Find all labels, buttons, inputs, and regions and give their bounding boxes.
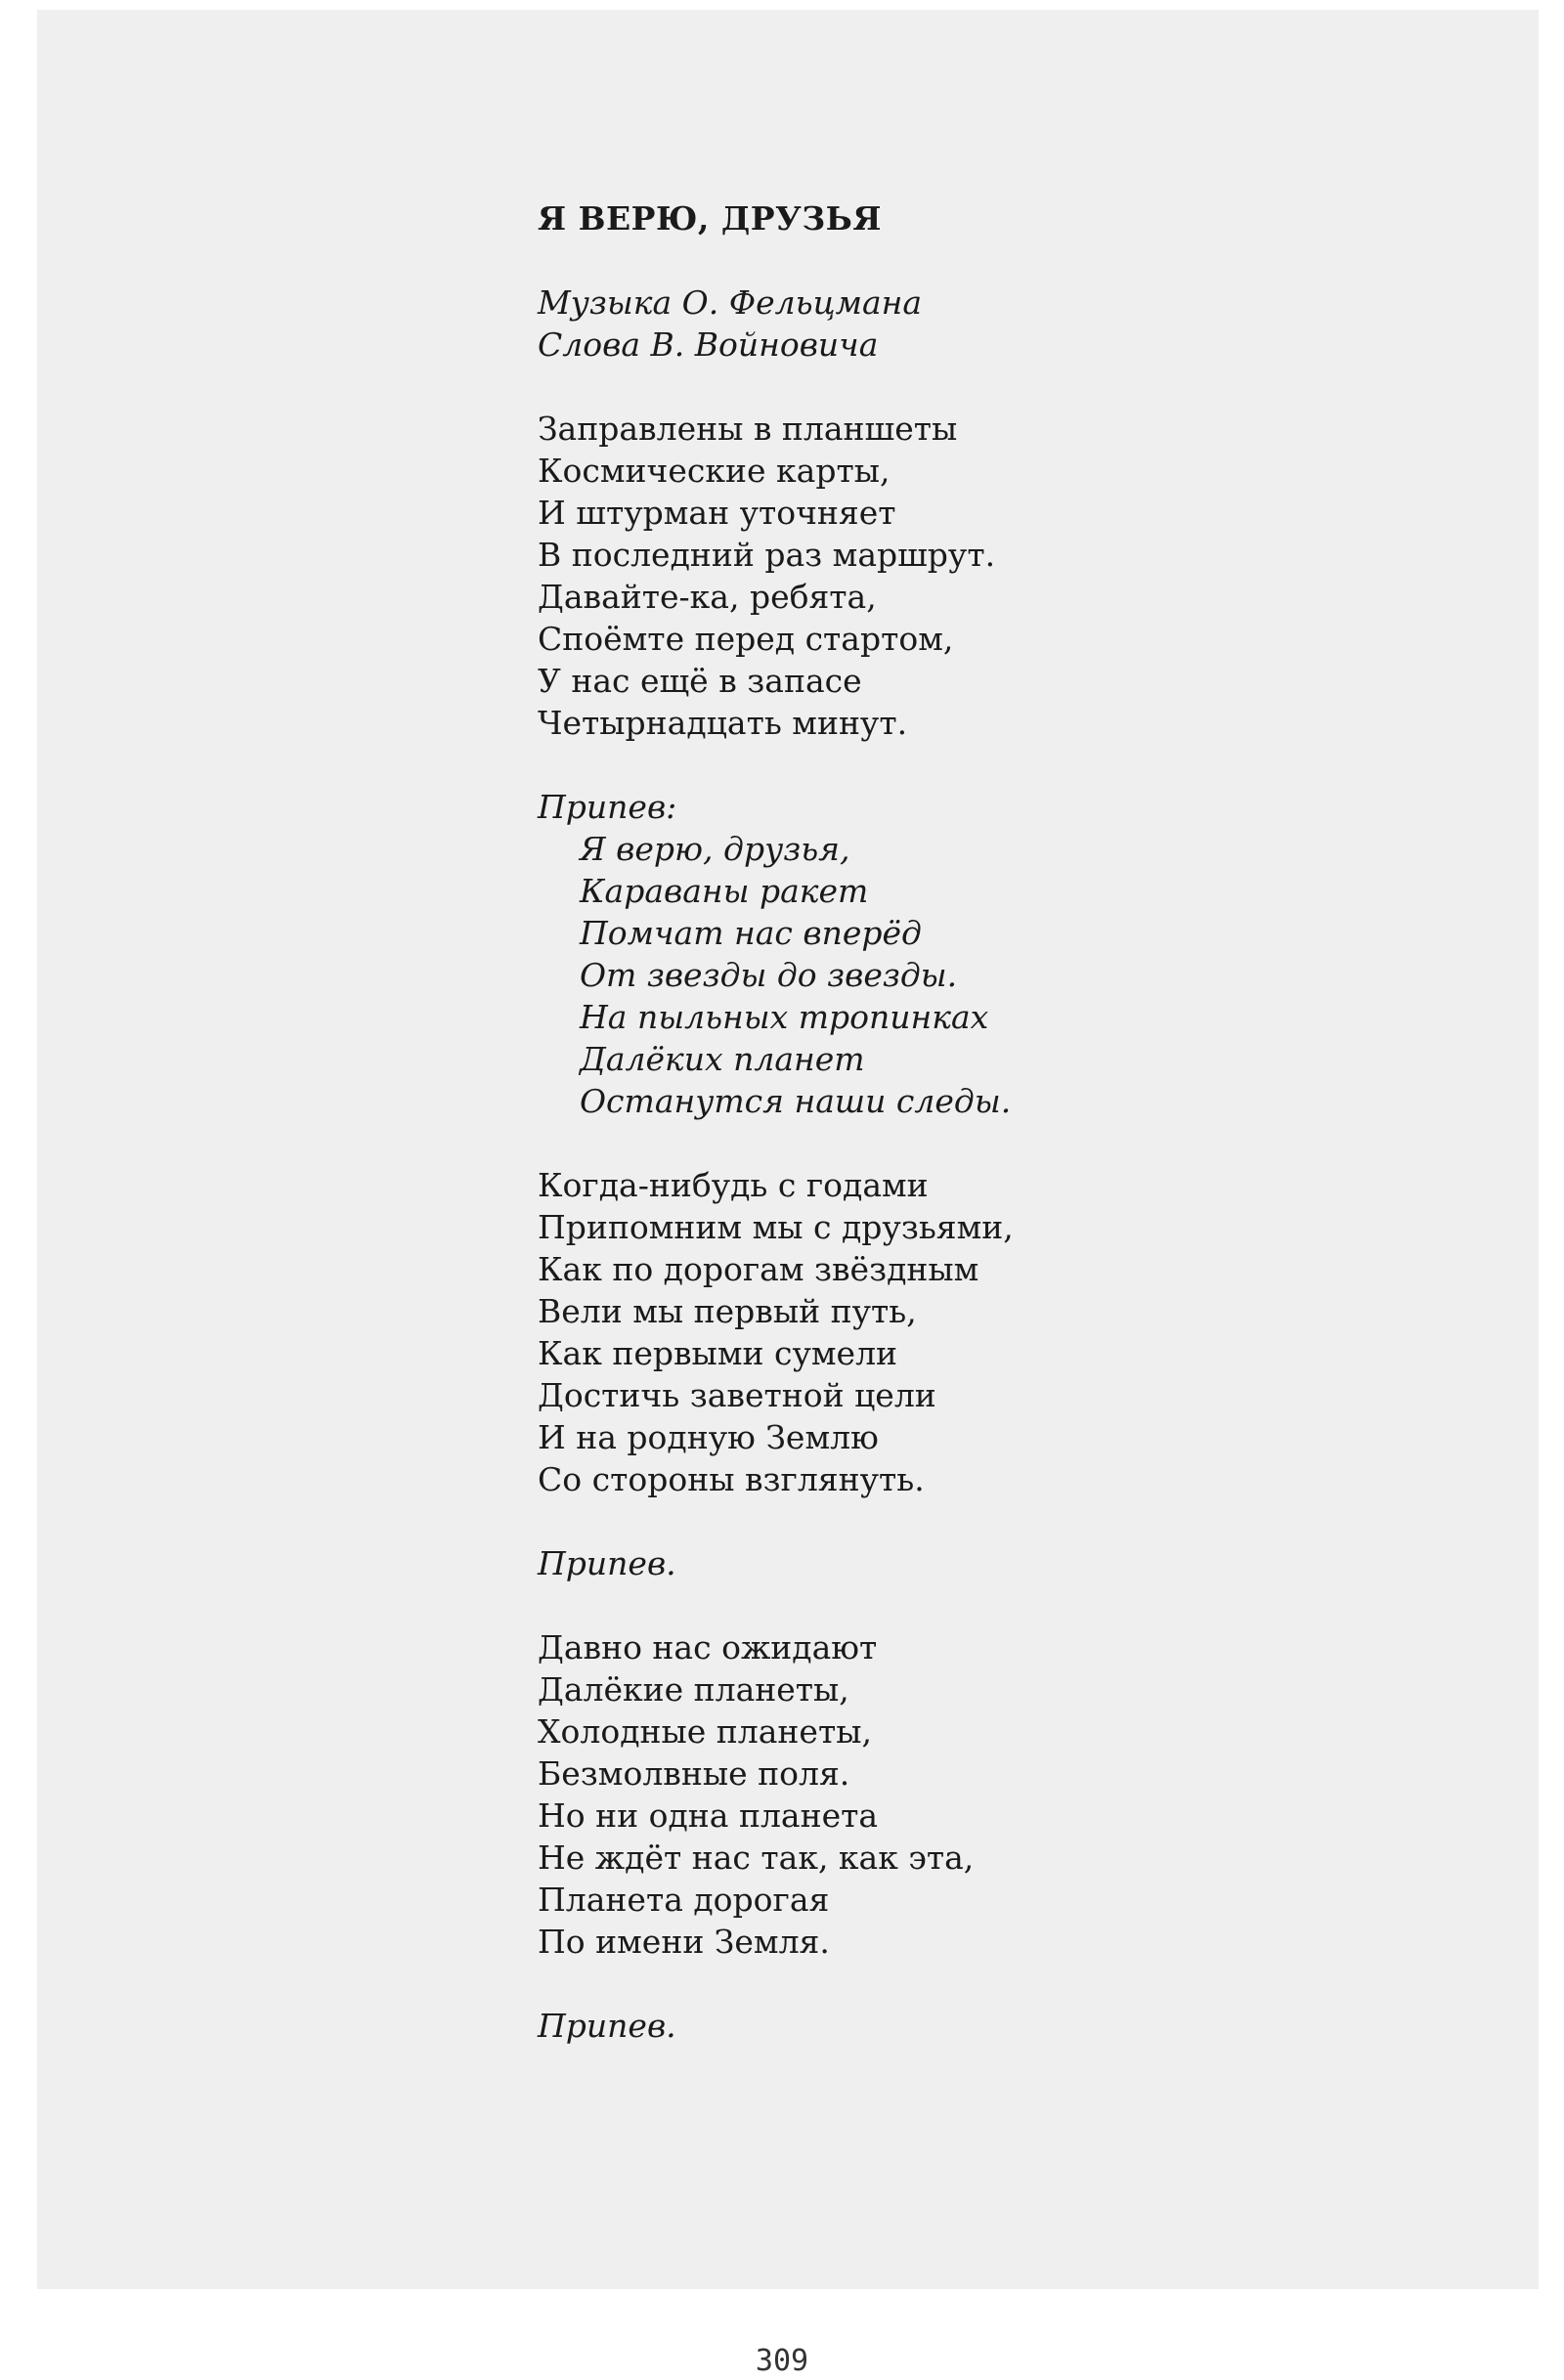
verse-line: И на родную Землю [538, 1418, 879, 1456]
chorus-line: Караваны ракет [580, 872, 869, 910]
verse-line: Заправлены в планшеты [538, 410, 958, 448]
verse-line: Споёмте перед стартом, [538, 620, 954, 658]
verse-line: Четырнадцать минут. [538, 704, 908, 742]
verse-line: Со стороны взглянуть. [538, 1460, 925, 1498]
chorus-line: Далёких планет [580, 1040, 865, 1078]
chorus-line: Помчат нас вперёд [580, 914, 922, 952]
verse-line: Космические карты, [538, 452, 891, 490]
verse-line: Холодные планеты, [538, 1712, 872, 1751]
verse-2 [538, 1164, 1417, 1500]
song-title: Я ВЕРЮ, ДРУЗЬЯ [538, 199, 882, 238]
verse-3 [538, 1626, 1417, 1963]
chorus [538, 828, 1417, 1122]
credit-music: Музыка О. Фельцмана [538, 283, 923, 322]
verse-line: Безмолвные поля. [538, 1754, 850, 1793]
verse-line: В последний раз маршрут. [538, 536, 996, 574]
verse-line: У нас ещё в запасе [538, 662, 862, 700]
verse-line: Вели мы первый путь, [538, 1292, 917, 1330]
verse-line: И штурман уточняет [538, 494, 896, 532]
page-panel [37, 10, 1539, 2289]
verse-line: Как первыми сумели [538, 1334, 898, 1372]
chorus-line: На пыльных тропинках [580, 998, 989, 1036]
song-credits [538, 281, 1417, 366]
verse-line: Далёкие планеты, [538, 1670, 849, 1709]
verse-line: Припомним мы с друзьями, [538, 1208, 1014, 1246]
chorus-line: Я верю, друзья, [580, 830, 850, 868]
verse-line: Но ни одна планета [538, 1796, 879, 1835]
chorus-reference: Припев. [538, 2007, 676, 2045]
verse-line: Планета дорогая [538, 1881, 830, 1919]
verse-1 [538, 408, 1417, 744]
chorus-line: Останутся наши следы. [580, 1082, 1012, 1120]
credit-lyrics: Слова В. Войновича [538, 325, 879, 364]
chorus-reference: Припев. [538, 1544, 676, 1582]
verse-line: Достичь заветной цели [538, 1376, 936, 1414]
verse-line: Давно нас ожидают [538, 1628, 878, 1666]
verse-line: Когда-нибудь с годами [538, 1166, 929, 1204]
verse-line: По имени Земля. [538, 1923, 830, 1961]
verse-line: Давайте-ка, ребята, [538, 578, 877, 616]
page-number: 309 [755, 2344, 809, 2378]
song-content [538, 197, 1417, 2047]
chorus-label: Припев: [538, 788, 677, 826]
verse-line: Как по дорогам звёздным [538, 1250, 979, 1288]
chorus-line: От звезды до звезды. [580, 956, 958, 994]
verse-line: Не ждёт нас так, как эта, [538, 1839, 975, 1877]
